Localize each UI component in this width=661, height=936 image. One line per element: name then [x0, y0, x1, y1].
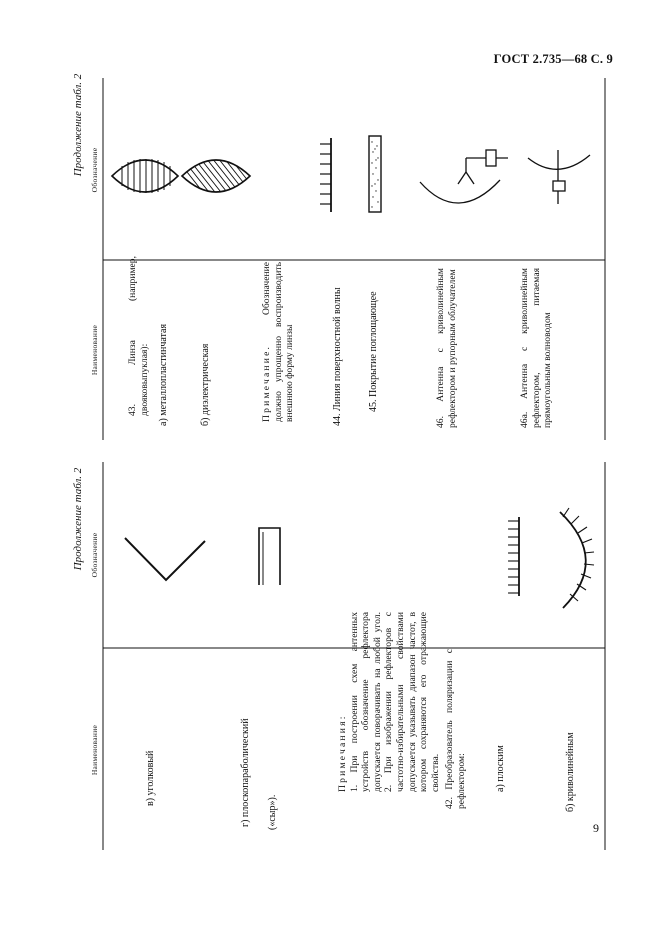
row-43-note-title: Примечание.	[261, 344, 272, 422]
row-45-label: 45. Покрытие поглощающее	[368, 291, 379, 412]
row-g-cheese-label-line2: («сыр»).	[267, 794, 278, 830]
polarizer-flat-reflector-symbol	[508, 517, 519, 596]
upper-name-column-header: Наименование	[90, 324, 99, 376]
lens-metal-plate-symbol	[112, 159, 178, 193]
lower-continuation-caption: Продолжение табл. 2	[72, 467, 84, 571]
page-header: ГОСТ 2.735—68 С. 9	[493, 52, 613, 66]
antenna-horn-feed-symbol	[420, 150, 508, 203]
upper-continuation-caption: Продолжение табл. 2	[72, 73, 84, 177]
row-43a-label: а) металлопластинчатая	[158, 323, 169, 426]
antenna-waveguide-symbol	[528, 150, 590, 204]
page-number: 9	[593, 821, 599, 835]
row-42-polarizer-label: 42. Преобразователь поляризации с рефлектором:	[444, 649, 467, 809]
corner-reflector-symbol	[125, 538, 205, 580]
row-42a-label: а) плоским	[495, 745, 506, 792]
row-g-cheese-label-line1: г) плоскопараболический	[240, 718, 251, 827]
cheese-reflector-symbol	[259, 528, 280, 585]
row-44-label: 44. Линия поверхностной волны	[332, 287, 343, 426]
row-43b-label: б) диэлектрическая	[200, 343, 211, 426]
row-v-corner-label: в) уголковый	[145, 750, 156, 806]
upper-symbol-column-header: Обозначение	[90, 147, 99, 193]
row-42b-label: б) криволинейным	[565, 732, 576, 812]
row-43-note-text: Обозначение должно упрощенно воспроизводить внешнюю форму линзы	[261, 262, 296, 422]
row-46a-label: 46а. Антенна с криволинейным рефлектором, питаемая прямоугольным волноводом	[519, 268, 554, 428]
surface-wave-line-symbol	[320, 138, 331, 212]
reflector-notes-title: Примечания:	[337, 714, 348, 792]
reflector-notes-text: 1. При построении схем антенных устройств обозначение рефлектора допускается поворачивать на любой угол. 2. При изображении рефлекторов с частотно-избирательными свойствами допускается указывать диапазон частот, в котором сохраняются его отражающие свойства.	[348, 612, 441, 792]
reflector-notes	[337, 612, 441, 792]
row-43-lens-label: 43. Линза (например, двояковыпуклая):	[127, 256, 150, 416]
lower-symbol-column-header: Обозначение	[90, 532, 99, 578]
row-43-note	[261, 262, 297, 422]
lower-name-column-header: Наименование	[90, 724, 99, 776]
polarizer-curved-reflector-symbol	[560, 508, 594, 608]
row-46-label: 46. Антенна с криволинейным рефлектором и рупорным облучателем	[435, 268, 458, 428]
absorbing-coating-symbol	[369, 136, 381, 212]
lens-dielectric-symbol	[176, 158, 260, 196]
